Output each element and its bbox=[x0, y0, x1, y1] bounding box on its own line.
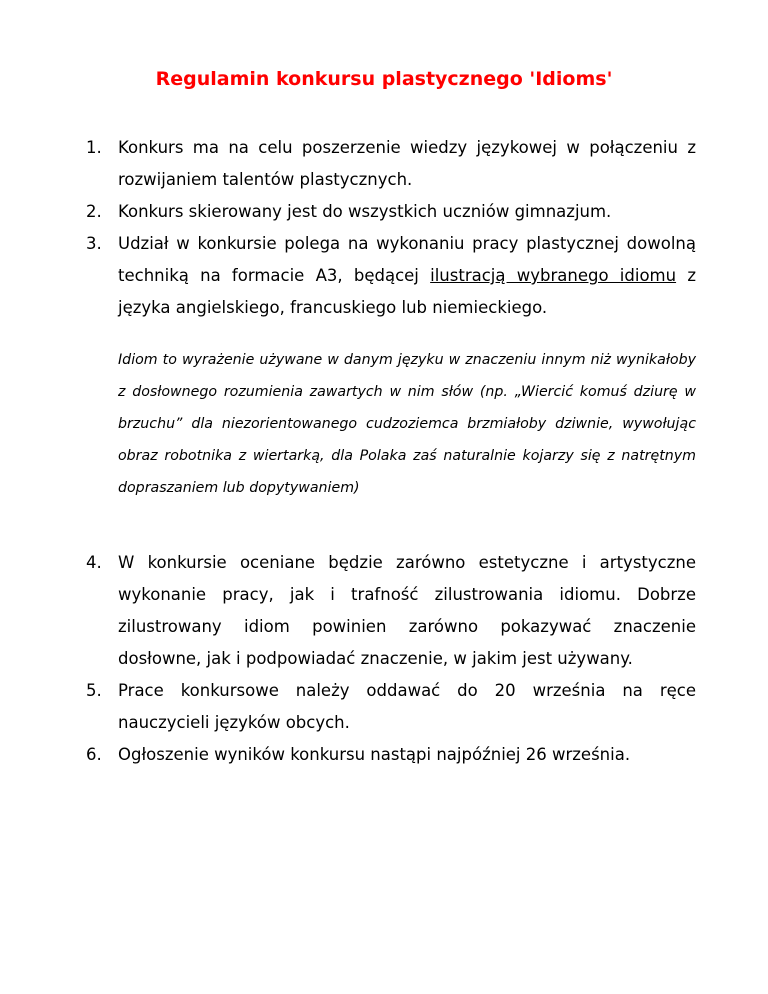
rule-text: W konkursie oceniane będzie zarówno estetyczne i artystyczne wykonanie pracy, jak i trafność zilustrowania idiomu. Dobrze zilustrowany idiom powinien zarówno pokazywać znaczenie dosłowne, jak i podpowiadać znaczenie, w jakim jest używany. bbox=[118, 553, 696, 668]
rule-text: Ogłoszenie wyników konkursu nastąpi najpóźniej 26 września. bbox=[118, 745, 631, 764]
rule-number: 1. bbox=[86, 138, 102, 157]
rule-text-after: z języka angielskiego, francuskiego lub niemieckiego. bbox=[118, 266, 696, 317]
document-title: Regulamin konkursu plastycznego 'Idioms' bbox=[155, 68, 613, 90]
rule-number: 4. bbox=[86, 553, 102, 572]
rule-number: 3. bbox=[86, 234, 102, 253]
rule-number: 2. bbox=[86, 202, 102, 221]
rule-text: Konkurs ma na celu poszerzenie wiedzy językowej w połączeniu z rozwijaniem talentów plastycznych. bbox=[118, 138, 696, 189]
rule-item-1 bbox=[86, 132, 696, 196]
rule-item-5 bbox=[86, 675, 696, 739]
rule-item-4 bbox=[86, 547, 696, 675]
rule-item-6 bbox=[86, 739, 696, 771]
rule-text-underlined: ilustracją wybranego idiomu bbox=[430, 266, 677, 285]
rule-item-2 bbox=[86, 196, 696, 228]
rule-number: 5. bbox=[86, 681, 102, 700]
rule-text: Prace konkursowe należy oddawać do 20 września na ręce nauczycieli języków obcych. bbox=[118, 681, 696, 732]
rule-item-3 bbox=[86, 228, 696, 324]
rule-text: Konkurs skierowany jest do wszystkich uczniów gimnazjum. bbox=[118, 202, 612, 221]
rule-text-before: Udział w konkursie polega na wykonaniu pracy plastycznej dowolną techniką na formacie A3, będącej bbox=[118, 234, 696, 285]
rules-list-part-2 bbox=[86, 547, 696, 771]
rules-list-part-1 bbox=[86, 132, 696, 324]
idiom-definition-note: Idiom to wyrażenie używane w danym języku w znaczeniu innym niż wynikałoby z dosłownego rozumienia zawartych w nim słów (np. „Wiercić komuś dziurę w brzuchu” dla niezorientowanego cudzoziemca brzmiałoby dziwnie, wywołując obraz robotnika z wiertarką, dla Polaka zaś naturalnie kojarzy się z natrętnym dopraszaniem lub dopytywaniem) bbox=[118, 352, 696, 496]
rule-number: 6. bbox=[86, 745, 102, 764]
